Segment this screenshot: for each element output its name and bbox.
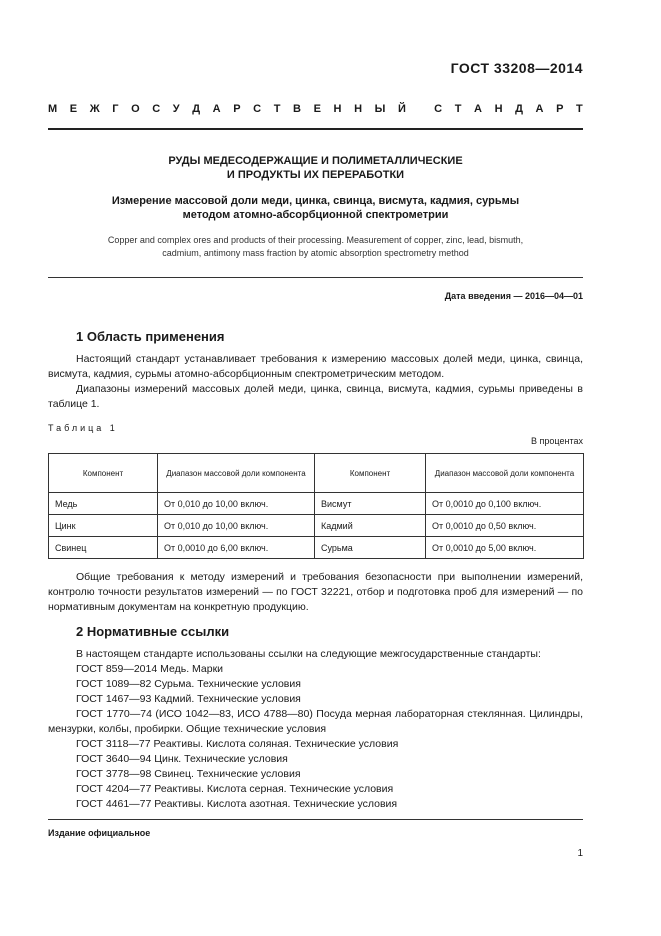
references-list [48,647,583,812]
table-row [49,493,584,515]
reference-item: ГОСТ 1770—74 (ИСО 1042—83, ИСО 4788—80) Посуда мерная лабораторная стеклянная. Цилиндры, мензурки, колбы, пробирки. Общие технические условия [48,708,583,735]
standard-type-letter: Т [454,103,462,115]
table-cell: Сурьма [315,537,426,559]
standard-type-letter: В [293,103,301,115]
standard-type-letter: А [212,103,221,115]
title-line-2: И ПРОДУКТЫ ИХ ПЕРЕРАБОТКИ [226,169,405,181]
table-header-cell: Компонент [49,454,158,493]
standard-type-letter: Р [233,103,241,115]
standard-type-letter: Н [494,103,503,115]
table-header-cell: Диапазон массовой доли компонента [158,454,315,493]
table-cell: От 0,010 до 10,00 включ. [158,493,315,515]
table-cell: От 0,0010 до 0,50 включ. [426,515,584,537]
title-block [48,154,583,260]
section-1-body [48,352,583,412]
standard-type-letter: Д [515,103,523,115]
reference-item: ГОСТ 3640—94 Цинк. Технические условия [76,753,288,765]
standard-type-letter: Т [576,103,583,115]
table-cell: Цинк [49,515,158,537]
standard-type-letter: С [253,103,262,115]
table-cell: Висмут [315,493,426,515]
standard-type-letter: М [48,103,58,115]
standard-type-letter: Д [192,103,201,115]
gost-number: ГОСТ 33208—2014 [450,60,583,76]
table-header-row [49,454,584,493]
references-intro: В настоящем стандарте использованы ссылки на следующие межгосударственные стандарты: [76,648,541,660]
standard-type-letter: С [152,103,161,115]
section-1-heading: 1 Область применения [76,329,225,344]
standard-type-letter: Е [69,103,78,115]
table-cell: Кадмий [315,515,426,537]
standard-type-letter: А [535,103,544,115]
standard-type-letter: Н [333,103,342,115]
standard-type-letter: Й [397,103,406,115]
edition-note: Издание официальное [48,828,151,838]
english-title-line-2: cadmium, antimony mass fraction by atomic absorption spectrometry method [162,248,469,258]
scope-paragraph: Настоящий стандарт устанавливает требования к измерению массовых долей меди, цинка, свинца, висмута, кадмия, сурьмы атомно-абсорбционным спектрометрическим методом. [48,353,583,380]
reference-item: ГОСТ 4461—77 Реактивы. Кислота азотная. Технические условия [76,798,398,810]
footer-rule [48,819,583,820]
standard-type-letter: Ы [374,103,386,115]
standard-type-letter: Е [313,103,321,115]
table-cell: От 0,0010 до 6,00 включ. [158,537,315,559]
reference-item: ГОСТ 4204—77 Реактивы. Кислота серная. Технические условия [76,783,394,795]
standard-type-letter: С [434,103,443,115]
table-row [49,515,584,537]
table-cell: Медь [49,493,158,515]
reference-item: ГОСТ 1089—82 Сурьма. Технические условия [76,678,301,690]
section-2-heading: 2 Нормативные ссылки [76,624,230,639]
ranges-paragraph: Диапазоны измерений массовых долей меди, цинка, свинца, висмута, кадмия, сурьмы приведены в таблице 1. [48,383,583,410]
general-requirements-paragraph: Общие требования к методу измерений и требования безопасности при выполнении измерений, контролю точности результатов измерений — по ГОСТ 32221, отбор и подготовка проб для измерений — по нормативным документам на конкретную продукцию. [48,571,583,613]
table-cell: От 0,0010 до 0,100 включ. [426,493,584,515]
subtitle-line-2: методом атомно-абсорбционной спектрометрии [182,209,449,221]
general-requirements [48,570,583,615]
table-caption: Таблица 1 [48,423,118,433]
reference-item: ГОСТ 3118—77 Реактивы. Кислота соляная. Технические условия [76,738,399,750]
table-header-cell: Диапазон массовой доли компонента [426,454,584,493]
header-rule [48,128,583,130]
standard-type-letter: Т [273,103,281,115]
standard-type-letter: А [474,103,482,115]
standard-type-letter: Н [354,103,363,115]
table-cell: От 0,010 до 10,00 включ. [158,515,315,537]
table-unit: В процентах [531,436,583,446]
ranges-table [48,453,584,559]
page-number: 1 [577,848,583,859]
table-header-cell: Компонент [315,454,426,493]
date-of-introduction: Дата введения — 2016—04—01 [444,291,583,301]
table-cell: От 0,0010 до 5,00 включ. [426,537,584,559]
subtitle-line-1: Измерение массовой доли меди, цинка, свинца, висмута, кадмия, сурьмы [111,195,520,207]
reference-item: ГОСТ 3778—98 Свинец. Технические условия [76,768,301,780]
title-rule [48,277,583,278]
title-line-1: РУДЫ МЕДЕСОДЕРЖАЩИЕ И ПОЛИМЕТАЛЛИЧЕСКИЕ [168,155,463,167]
standard-type-letter: Ж [89,103,100,115]
standard-type-letter: У [172,103,180,115]
reference-item: ГОСТ 859—2014 Медь. Марки [76,663,224,675]
standard-type-letter: Р [556,103,564,115]
table-cell: Свинец [49,537,158,559]
table-row [49,537,584,559]
standard-type-heading [48,103,583,115]
english-title-line-1: Copper and complex ores and products of their processing. Measurement of copper, zinc, lead, bismuth, [107,235,524,245]
reference-item: ГОСТ 1467—93 Кадмий. Технические условия [76,693,301,705]
standard-type-letter: Г [112,103,119,115]
standard-type-letter: О [131,103,140,115]
standard-type-letter [418,103,421,115]
